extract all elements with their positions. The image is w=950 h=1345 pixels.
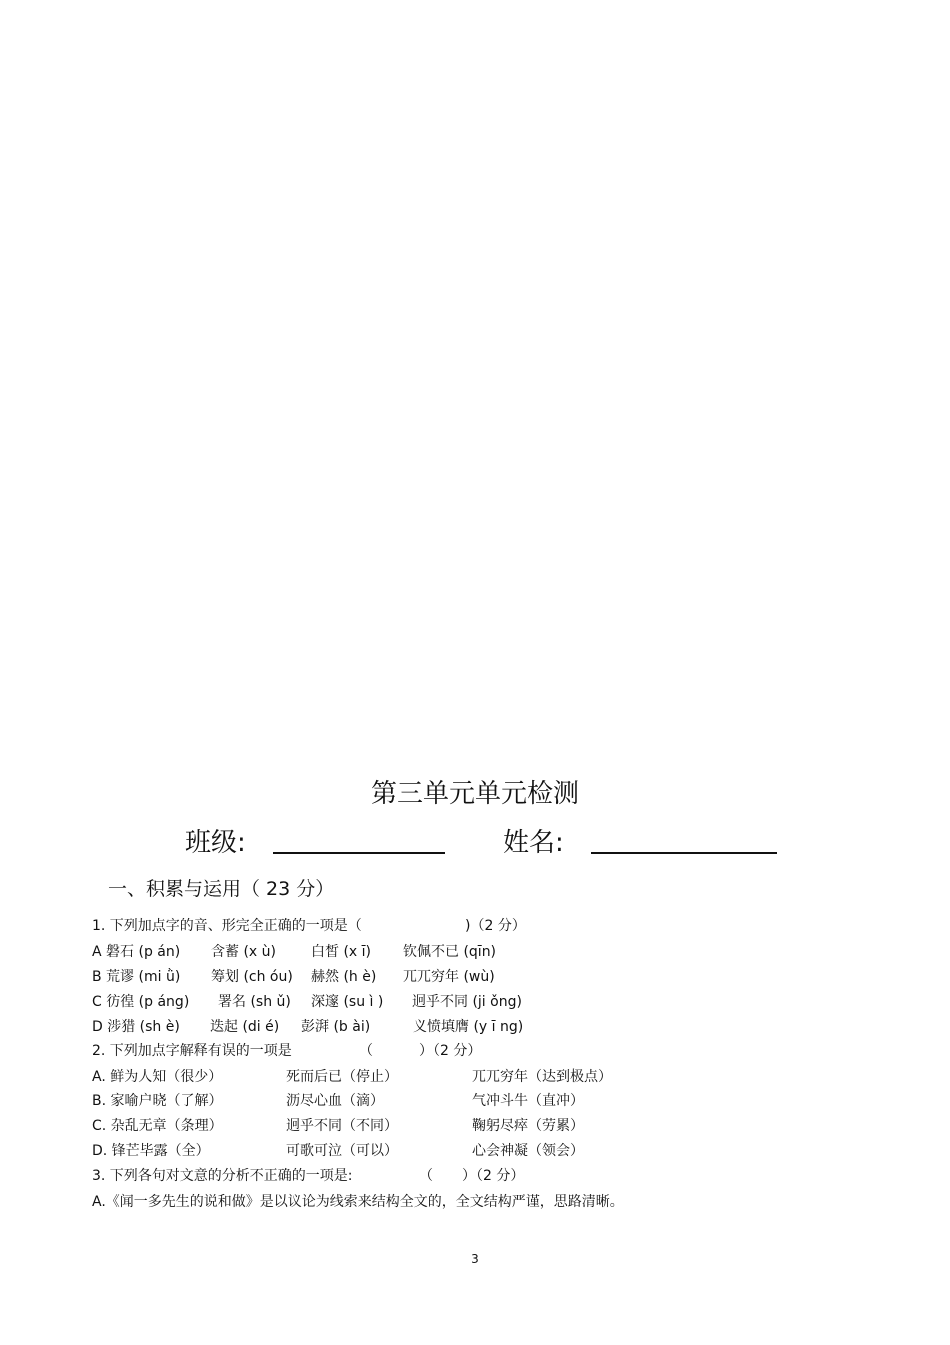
option-cell: 署名 (sh ǔ) xyxy=(218,994,291,1010)
option-cell: C. 杂乱无章（条理） xyxy=(92,1118,223,1134)
page-number: 3 xyxy=(471,1252,479,1266)
question-1-option-b xyxy=(92,967,852,987)
question-2-option-c xyxy=(92,1116,852,1136)
option-cell: A.《闻一多先生的说和做》是以议论为线索来结构全文的，全文结构严谨，思路清晰。 xyxy=(92,1194,624,1210)
option-cell: 死而后已（停止） xyxy=(286,1069,398,1085)
question-3-option-a xyxy=(92,1192,852,1212)
question-3 xyxy=(92,1166,852,1186)
option-cell: 义愤填膺 (y ī ng) xyxy=(413,1019,524,1035)
option-cell: 沥尽心血（滴） xyxy=(286,1093,384,1109)
question-1-option-c xyxy=(92,992,852,1012)
option-cell: 可歌可泣（可以） xyxy=(286,1143,398,1159)
option-cell: A. 鲜为人知（很少） xyxy=(92,1069,223,1085)
section-heading: 一、积累与运用（ 23 分） xyxy=(108,878,335,900)
class-blank-line[interactable] xyxy=(273,852,445,854)
option-cell: A 磐石 (p án) xyxy=(92,944,181,960)
question-2-stem: 2. 下列加点字解释有误的一项是 xyxy=(92,1043,292,1059)
class-label: 班级: xyxy=(185,828,246,858)
option-cell: 迥乎不同（不同） xyxy=(286,1118,398,1134)
question-2-option-a xyxy=(92,1067,852,1087)
page-title: 第三单元单元检测 xyxy=(370,779,579,809)
question-2 xyxy=(92,1041,852,1061)
question-3-stem: 3. 下列各句对文意的分析不正确的一项是: xyxy=(92,1168,353,1184)
name-blank-line[interactable] xyxy=(591,852,777,854)
option-cell: 迭起 (di é) xyxy=(210,1019,280,1035)
question-2-points: ）（2 分） xyxy=(419,1043,482,1059)
option-cell: C 彷徨 (p áng) xyxy=(92,994,190,1010)
question-2-option-d xyxy=(92,1141,852,1161)
option-cell: 兀兀穷年（达到极点） xyxy=(472,1069,612,1085)
option-cell: 心会神凝（领会） xyxy=(472,1143,584,1159)
option-cell: B. 家喻户晓（了解） xyxy=(92,1093,223,1109)
question-2-option-b xyxy=(92,1091,852,1111)
question-3-points: ）（2 分） xyxy=(462,1168,525,1184)
option-cell: 气冲斗牛（直冲） xyxy=(472,1093,584,1109)
option-cell: 筹划 (ch óu) xyxy=(211,969,293,985)
option-cell: 迥乎不同 (ji ǒng) xyxy=(412,994,522,1010)
question-1-option-d xyxy=(92,1017,852,1037)
option-cell: 深邃 (su ì ) xyxy=(311,994,384,1010)
option-cell: 钦佩不已 (qīn) xyxy=(403,944,497,960)
option-cell: D. 锋芒毕露（全） xyxy=(92,1143,210,1159)
question-1 xyxy=(92,916,852,936)
answer-bracket-open: （ xyxy=(419,1168,433,1184)
option-cell: 赫然 (h è) xyxy=(311,969,377,985)
option-cell: 兀兀穷年 (wù) xyxy=(403,969,495,985)
answer-bracket-open: （ xyxy=(359,1043,373,1059)
question-1-points: )（2 分） xyxy=(465,918,526,934)
question-1-option-a xyxy=(92,942,852,962)
question-1-stem: 1. 下列加点字的音、形完全正确的一项是（ xyxy=(92,918,362,934)
option-cell: D 涉猎 (sh è) xyxy=(92,1019,180,1035)
option-cell: 彭湃 (b ài) xyxy=(301,1019,371,1035)
option-cell: 鞠躬尽瘁（劳累） xyxy=(472,1118,584,1134)
option-cell: 含蓄 (x ù) xyxy=(211,944,276,960)
option-cell: B 荒谬 (mi ǜ) xyxy=(92,969,181,985)
option-cell: 白皙 (x ī) xyxy=(311,944,371,960)
name-label: 姓名: xyxy=(503,828,564,858)
